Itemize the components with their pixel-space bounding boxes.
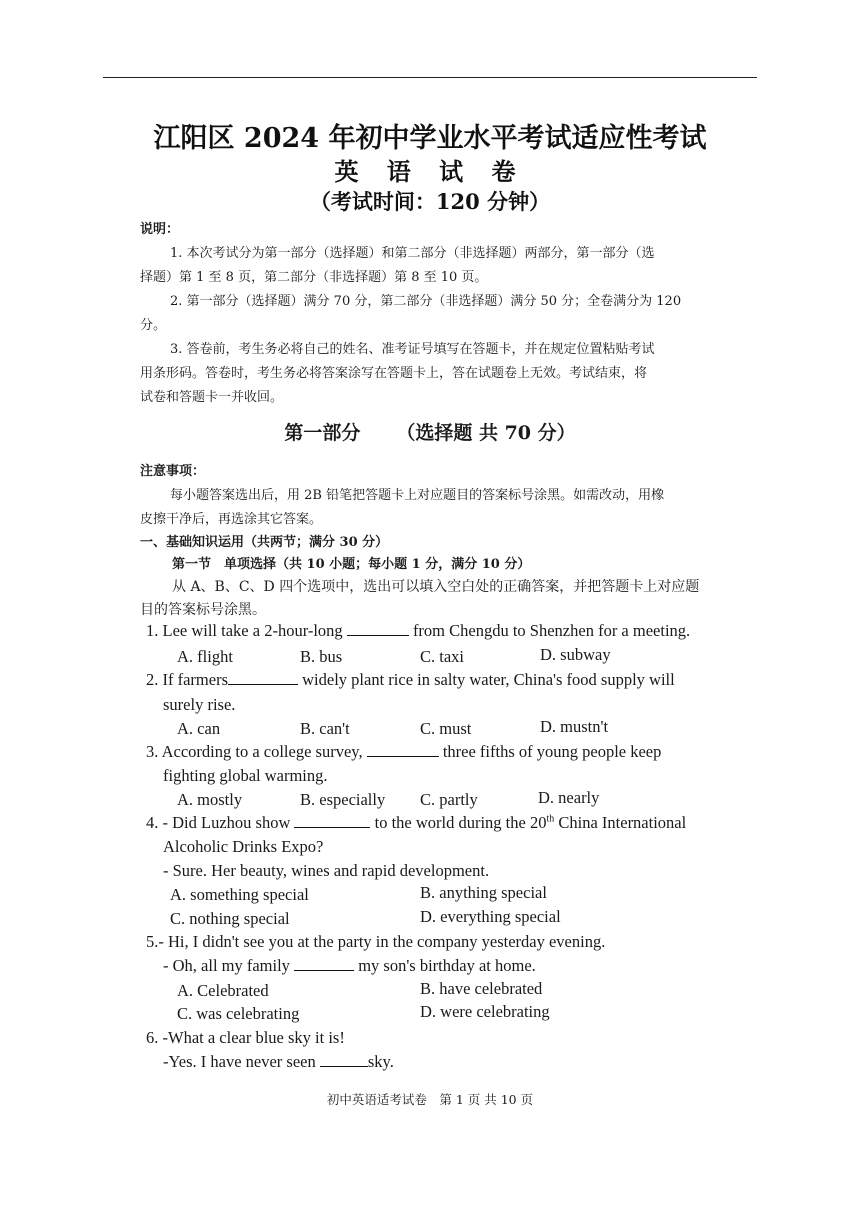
top-divider xyxy=(103,77,757,78)
question-3-option-a: A. mostly xyxy=(177,790,243,809)
question-4-option-b: B. anything special xyxy=(420,883,547,902)
question-2-text-before: 2. If farmers xyxy=(146,670,229,689)
notice-line1: 每小题答案选出后，用 2B 铅笔把答题卡上对应题目的答案标号涂黑。如需改动，用橡 xyxy=(170,488,665,503)
question-4-option-d: D. everything special xyxy=(420,907,561,926)
question-6-stem xyxy=(163,1052,394,1072)
question-4-continuation: Alcoholic Drinks Expo? xyxy=(163,837,324,856)
question-1-text-before: 1. Lee will take a 2-hour-long xyxy=(146,621,343,640)
instruction-3-line3: 试卷和答题卡一并收回。 xyxy=(140,390,284,405)
question-2-option-b: B. can't xyxy=(300,719,350,738)
question-5-text-before: - Oh, all my family xyxy=(163,956,290,975)
question-2-stem xyxy=(146,670,675,690)
question-1-stem xyxy=(146,621,690,641)
instruction-3-line2: 用条形码。答卷时，考生务必将答案涂写在答题卡上，答在试题卷上无效。考试结束，将 xyxy=(140,366,648,381)
question-5-text-after: my son's birthday at home. xyxy=(358,956,536,975)
question-1-option-c: C. taxi xyxy=(420,647,464,666)
instruction-3-line1: 3. 答卷前，考生务必将自己的姓名、准考证号填写在答题卡，并在规定位置粘贴考试 xyxy=(170,342,655,357)
instruction-1-line1: 1. 本次考试分为第一部分（选择题）和第二部分（非选择题）两部分，第一部分（选 xyxy=(170,246,655,261)
section-heading: 一、基础知识运用（共两节；满分 30 分） xyxy=(140,535,389,550)
question-2-option-a: A. can xyxy=(177,719,221,738)
question-3-blank xyxy=(367,742,439,757)
question-3-option-c: C. partly xyxy=(420,790,478,809)
page-footer: 初中英语适考试卷 第 1 页 共 10 页 xyxy=(326,1092,534,1107)
question-5-option-a: A. Celebrated xyxy=(177,981,269,1000)
question-1-text-after: from Chengdu to Shenzhen for a meeting. xyxy=(412,621,691,640)
exam-subtitle: 英 语 试 卷 xyxy=(334,157,526,186)
question-2-option-d: D. mustn't xyxy=(540,717,609,736)
question-4-text-before: 4. - Did Luzhou show xyxy=(146,813,291,832)
instruction-2-line1: 2. 第一部分（选择题）满分 70 分，第二部分（非选择题）满分 50 分；全卷满分为 120 xyxy=(170,294,682,309)
subsection-heading: 第一节 单项选择（共 10 小题；每小题 1 分，满分 10 分） xyxy=(172,557,531,572)
question-2-option-c: C. must xyxy=(420,719,472,738)
question-4-superscript: th xyxy=(546,813,555,825)
question-5-blank xyxy=(294,956,354,971)
instruction-1-line2: 择题）第 1 至 8 页，第二部分（非选择题）第 8 至 10 页。 xyxy=(140,270,488,285)
question-1-option-d: D. subway xyxy=(540,645,611,664)
question-4-text-after-2: China International xyxy=(554,813,687,832)
question-5-option-b: B. have celebrated xyxy=(420,979,543,998)
question-4-stem xyxy=(146,813,686,833)
part1-title-name: 第一部分 xyxy=(284,422,361,444)
question-3-continuation: fighting global warming. xyxy=(163,766,328,785)
direction-line1: 从 A、B、C、D 四个选项中，选出可以填入空白处的正确答案，并把答题卡上对应题 xyxy=(172,579,700,595)
part1-title xyxy=(0,418,860,445)
question-1-option-b: B. bus xyxy=(300,647,343,666)
question-4-option-c: C. nothing special xyxy=(170,909,290,928)
instructions-heading: 说明： xyxy=(140,222,180,237)
question-2-continuation: surely rise. xyxy=(163,695,236,714)
question-6-blank xyxy=(320,1052,368,1067)
direction-line2: 目的答案标号涂黑。 xyxy=(140,602,266,618)
question-1-blank xyxy=(347,621,409,636)
question-2-blank xyxy=(228,670,298,685)
question-6-text-before: -Yes. I have never seen xyxy=(163,1052,316,1071)
instruction-2-line2: 分。 xyxy=(140,318,167,333)
exam-duration: （考试时间：120 分钟） xyxy=(309,189,551,214)
notice-heading: 注意事项： xyxy=(140,464,206,479)
question-2-text-after: widely plant rice in salty water, China's food supply will xyxy=(302,670,675,689)
question-1-option-a: A. flight xyxy=(177,647,233,666)
part1-title-detail: （选择题 共 70 分） xyxy=(396,422,576,444)
question-4-text-after: to the world during the 20 xyxy=(374,813,547,832)
question-3-text-before: 3. According to a college survey, xyxy=(146,742,363,761)
question-4-reply: - Sure. Her beauty, wines and rapid development. xyxy=(163,861,490,880)
question-5-stem xyxy=(163,956,536,976)
question-6-text-after: sky. xyxy=(367,1052,394,1071)
question-6-line1: 6. -What a clear blue sky it is! xyxy=(146,1028,345,1047)
question-5-option-d: D. were celebrating xyxy=(420,1002,550,1021)
notice-line2: 皮擦干净后，再选涂其它答案。 xyxy=(140,512,323,527)
question-4-option-a: A. something special xyxy=(170,885,309,904)
question-4-blank xyxy=(294,813,370,828)
question-3-stem xyxy=(146,742,661,762)
question-3-text-after: three fifths of young people keep xyxy=(442,742,662,761)
question-3-option-b: B. especially xyxy=(300,790,386,809)
question-5-option-c: C. was celebrating xyxy=(177,1004,300,1023)
question-3-option-d: D. nearly xyxy=(538,788,600,807)
exam-title: 江阳区 2024 年初中学业水平考试适应性考试 xyxy=(153,123,707,154)
question-5-line1: 5.- Hi, I didn't see you at the party in the company yesterday evening. xyxy=(146,932,606,951)
